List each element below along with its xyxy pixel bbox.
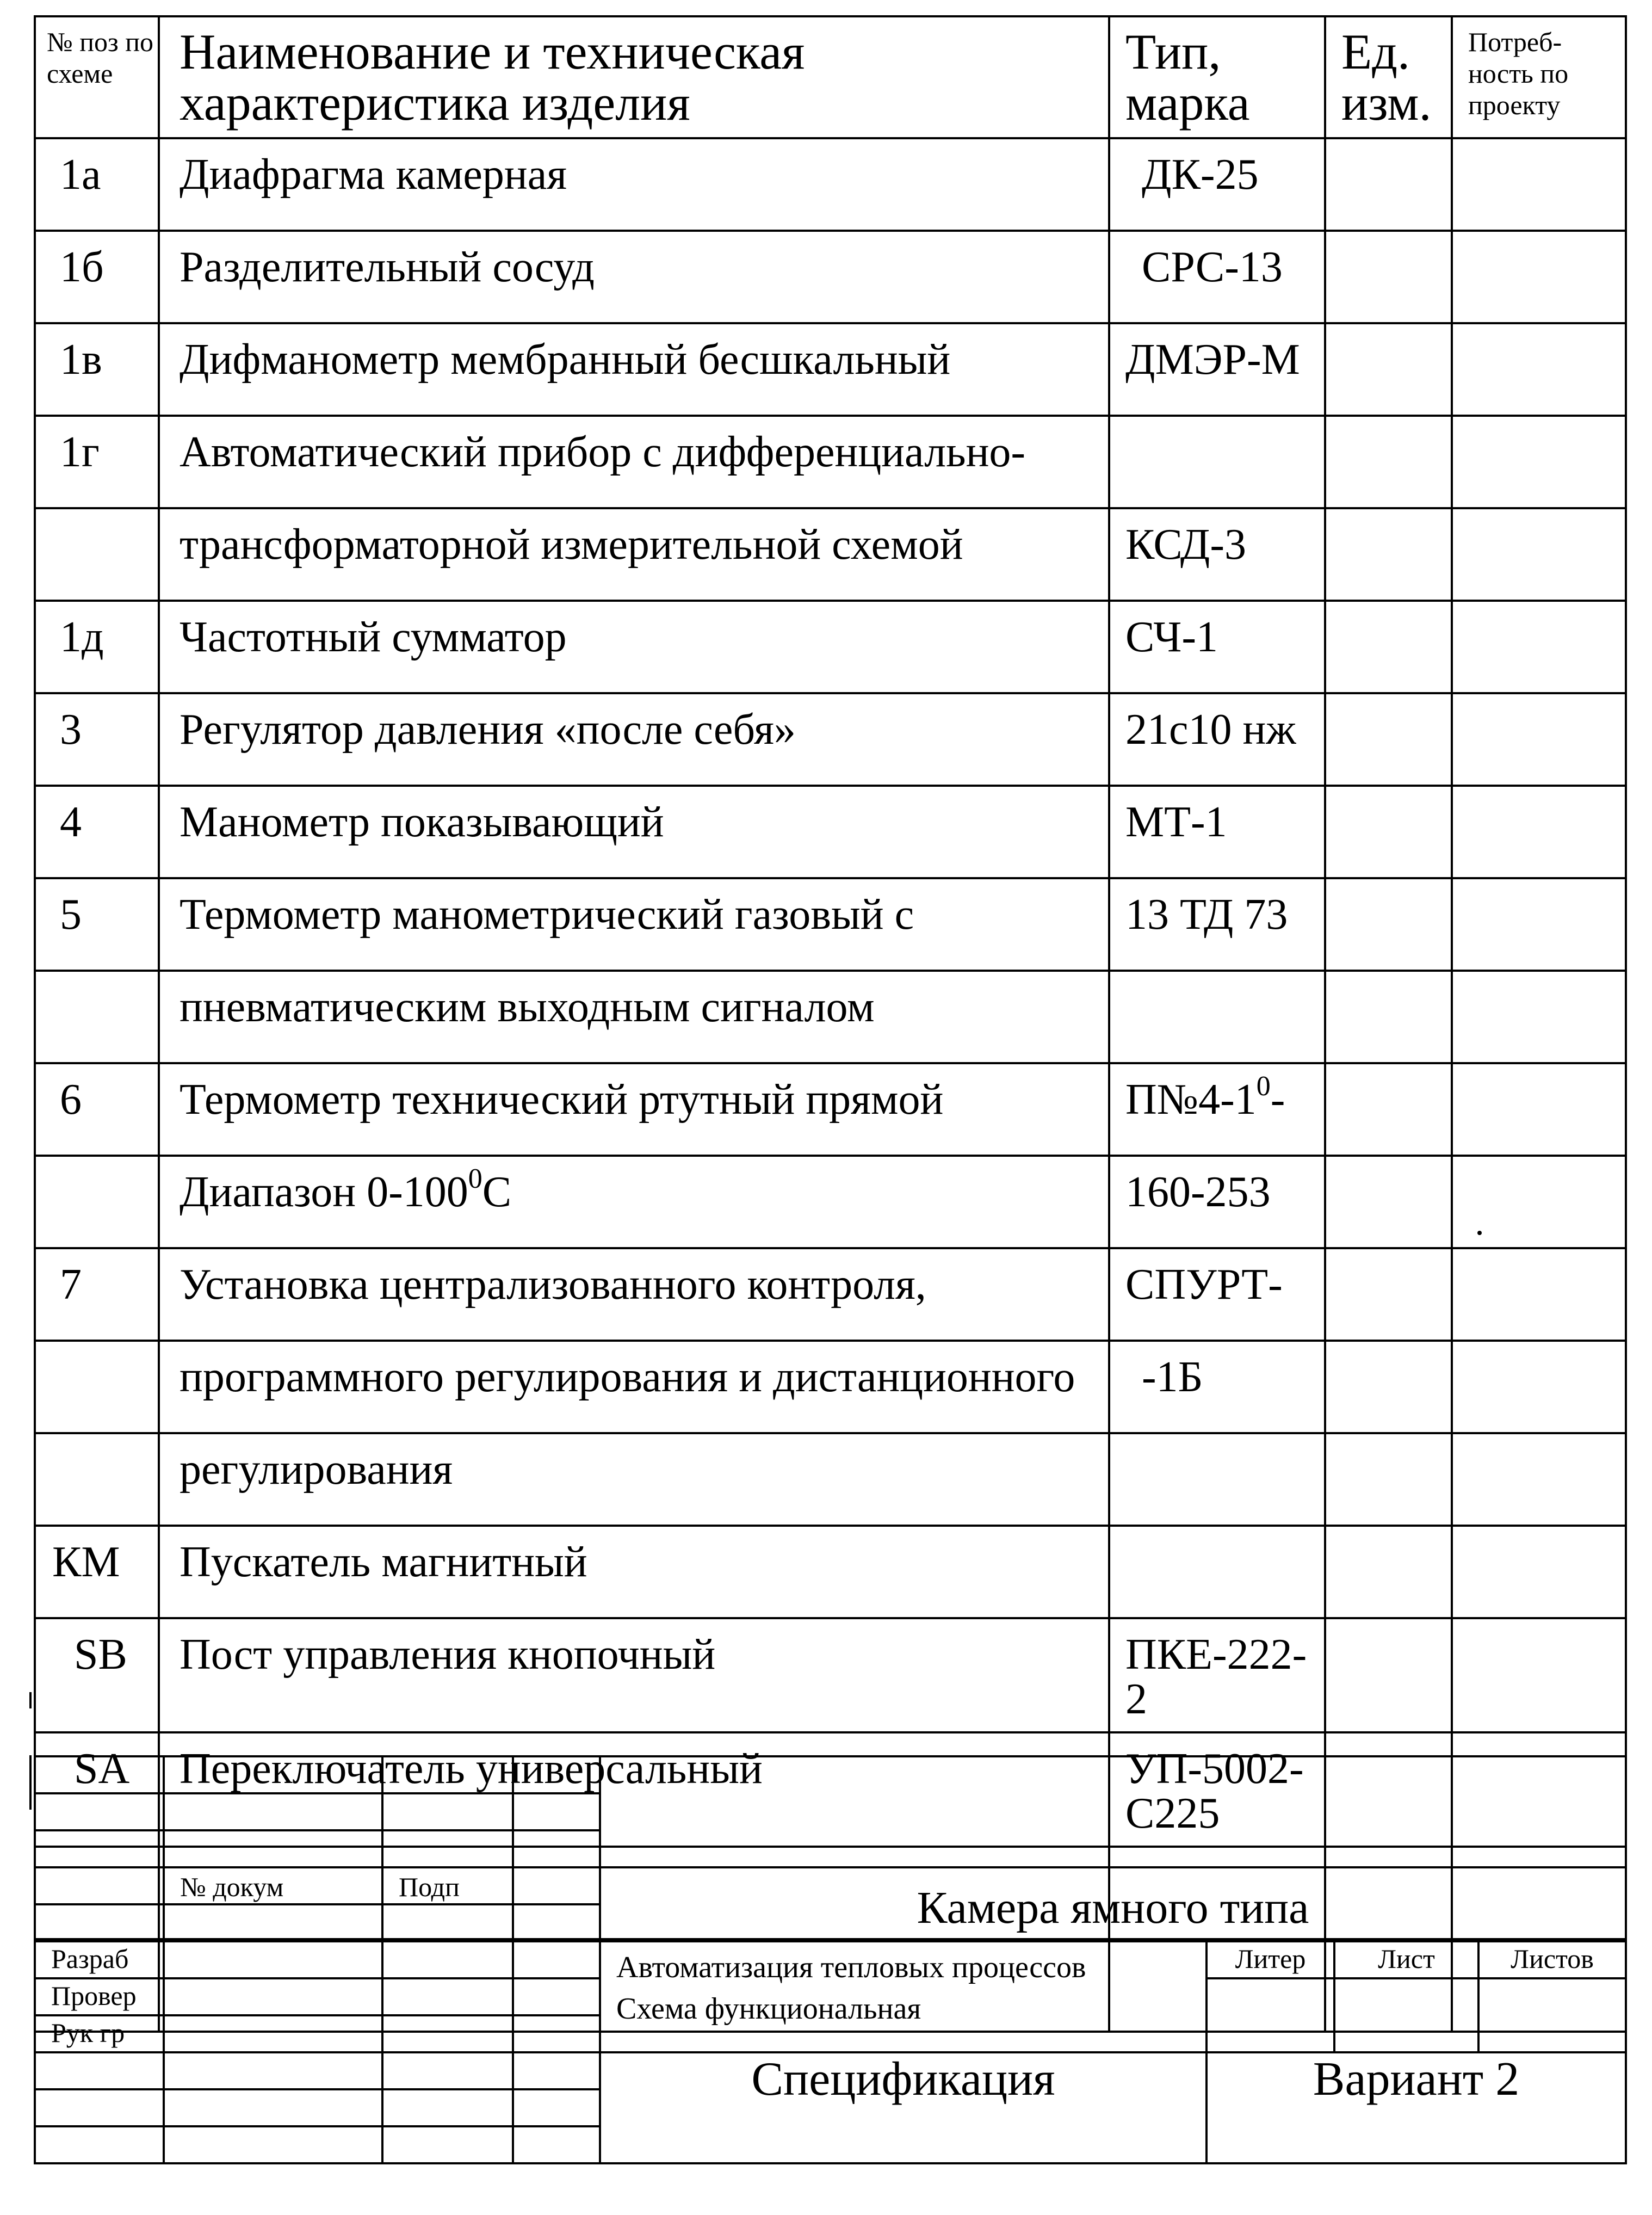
stamp-cell [513, 2126, 600, 2163]
table-row [35, 786, 1626, 878]
stamp-cell [513, 2052, 600, 2089]
stamp-cell [513, 1978, 600, 2015]
row-unit [1325, 138, 1452, 231]
stamp-cell [513, 1756, 600, 1793]
row-unit [1325, 231, 1452, 323]
row-pos: 3 [35, 693, 159, 786]
row-name: Автоматический прибор с дифференциально- [159, 416, 1109, 508]
row-type [1109, 1063, 1325, 1156]
developer-label: Разраб [35, 1941, 164, 1978]
name-base: Диапазон 0-100 [180, 1168, 468, 1216]
type-tail: - [1270, 1076, 1285, 1124]
table-row [35, 971, 1626, 1063]
subject-line-1: Автоматизация тепловых процессов [616, 1951, 1086, 1984]
row-type: 13 ТД 73 [1109, 878, 1325, 971]
row-unit [1325, 323, 1452, 416]
row-type: МТ-1 [1109, 786, 1325, 878]
row-pos [35, 1341, 159, 1433]
row-unit [1325, 1433, 1452, 1526]
stamp-cell [35, 2052, 164, 2089]
sheets-value [1478, 1978, 1626, 2052]
row-unit [1325, 1063, 1452, 1156]
stamp-cell [513, 2015, 600, 2052]
stamp-cell [382, 2126, 513, 2163]
stamp-cell [164, 1830, 382, 1867]
stamp-cell [164, 2089, 382, 2126]
document-subject [600, 1941, 1206, 2052]
document-name: Спецификация [600, 2052, 1206, 2163]
row-unit [1325, 1618, 1452, 1732]
stamp-blank [600, 1756, 1626, 1867]
row-pos: 5 [35, 878, 159, 971]
row-name: Диафрагма камерная [159, 138, 1109, 231]
row-name: трансформаторной измерительной схемой [159, 508, 1109, 601]
row-type [1109, 1526, 1325, 1618]
stamp-cell [382, 1941, 513, 1978]
stamp-cell [382, 2015, 513, 2052]
row-need [1452, 1248, 1626, 1341]
row-need [1452, 323, 1626, 416]
row-type: КСД-3 [1109, 508, 1325, 601]
row-name: пневматическим выходным сигналом [159, 971, 1109, 1063]
header-name: Наименование и техническая характеристика изделия [159, 16, 1109, 138]
row-pos [35, 1433, 159, 1526]
row-need [1452, 1433, 1626, 1526]
stray-dot [1477, 1231, 1482, 1235]
table-row [35, 231, 1626, 323]
header-pos: № поз по схеме [35, 16, 159, 138]
stamp-cell [164, 1793, 382, 1830]
row-pos [35, 508, 159, 601]
type-line-2: С225 [1125, 1790, 1220, 1837]
signature-label: Подп [382, 1867, 513, 1904]
row-name: Разделительный сосуд [159, 231, 1109, 323]
row-need [1452, 1526, 1626, 1618]
binding-edge-mark [29, 1692, 32, 1708]
header-type: Тип, марка [1109, 16, 1325, 138]
table-row [35, 323, 1626, 416]
row-need [1452, 601, 1626, 693]
table-row [35, 878, 1626, 971]
row-name: Термометр манометрический газовый с [159, 878, 1109, 971]
stamp-cell [382, 2089, 513, 2126]
row-need [1452, 138, 1626, 231]
type-line-2: 2 [1125, 1675, 1147, 1723]
row-pos: 1д [35, 601, 159, 693]
row-unit [1325, 1156, 1452, 1248]
row-name: программного регулирования и дистанционного [159, 1341, 1109, 1433]
row-name: Пускатель магнитный [159, 1526, 1109, 1618]
row-pos [35, 971, 159, 1063]
liter-label: Литер [1206, 1941, 1334, 1978]
table-row [35, 1156, 1626, 1248]
table-row [35, 138, 1626, 231]
specification-table [34, 15, 1627, 2033]
row-unit [1325, 508, 1452, 601]
stamp-cell [35, 2126, 164, 2163]
row-type: ДК-25 [1109, 138, 1325, 231]
stamp-cell [382, 1756, 513, 1793]
row-unit [1325, 693, 1452, 786]
row-type [1109, 416, 1325, 508]
header-unit: Ед. изм. [1325, 16, 1452, 138]
stamp-cell [35, 1904, 164, 1941]
stamp-cell [513, 1793, 600, 1830]
stamp-cell [513, 1867, 600, 1904]
row-unit [1325, 1341, 1452, 1433]
binding-edge-mark [29, 1755, 32, 1810]
stamp-cell [513, 1941, 600, 1978]
row-pos: 6 [35, 1063, 159, 1156]
stamp-cell [35, 1756, 164, 1793]
liter-value [1206, 1978, 1334, 2052]
row-type: СРС-13 [1109, 231, 1325, 323]
table-row [35, 1248, 1626, 1341]
checker-label: Провер [35, 1978, 164, 2015]
row-pos: SA [35, 1732, 159, 1847]
row-unit [1325, 1248, 1452, 1341]
row-type: СПУРТ- [1109, 1248, 1325, 1341]
row-type: 160-253 [1109, 1156, 1325, 1248]
stamp-cell [35, 2089, 164, 2126]
stamp-cell [164, 2126, 382, 2163]
row-name: Переключатель универсальный [159, 1732, 1109, 1847]
row-need [1452, 1341, 1626, 1433]
stamp-cell [382, 1793, 513, 1830]
row-type: -1Б [1109, 1341, 1325, 1433]
row-unit [1325, 416, 1452, 508]
row-need [1452, 1618, 1626, 1732]
row-need [1452, 786, 1626, 878]
row-type [1109, 1433, 1325, 1526]
row-need [1452, 508, 1626, 601]
stamp-cell [513, 1830, 600, 1867]
row-pos: 4 [35, 786, 159, 878]
doc-number-label: № докум [164, 1867, 382, 1904]
row-type: ДМЭР-М [1109, 323, 1325, 416]
stamp-cell [382, 1830, 513, 1867]
row-pos: 1в [35, 323, 159, 416]
table-row [35, 508, 1626, 601]
name-superscript: 0 [468, 1163, 482, 1194]
row-name: Регулятор давления «после себя» [159, 693, 1109, 786]
variant-label: Вариант 2 [1206, 2052, 1626, 2163]
stamp-cell [35, 1830, 164, 1867]
name-tail: С [482, 1168, 512, 1216]
row-name: регулирования [159, 1433, 1109, 1526]
stamp-cell [164, 1941, 382, 1978]
stamp-cell [164, 1756, 382, 1793]
row-name: Установка централизованного контроля, [159, 1248, 1109, 1341]
row-name: Пост управления кнопочный [159, 1618, 1109, 1732]
stamp-cell [382, 1978, 513, 2015]
stamp-cell [35, 1793, 164, 1830]
group-head-label: Рук гр [35, 2015, 164, 2052]
row-need [1452, 416, 1626, 508]
row-unit [1325, 1526, 1452, 1618]
stamp-cell [35, 1867, 164, 1904]
type-line-1: ПКЕ-222- [1125, 1631, 1307, 1679]
subject-line-2: Схема функциональная [616, 1992, 921, 2026]
table-row [35, 416, 1626, 508]
sheet-label: Лист [1334, 1941, 1478, 1978]
row-unit [1325, 601, 1452, 693]
row-unit [1325, 878, 1452, 971]
row-type: СЧ-1 [1109, 601, 1325, 693]
row-need [1452, 971, 1626, 1063]
stamp-cell [164, 1904, 382, 1941]
row-need [1452, 878, 1626, 971]
row-need [1452, 231, 1626, 323]
stamp-cell [513, 2089, 600, 2126]
title-block [34, 1755, 1627, 2164]
type-base: П№4-1 [1125, 1076, 1257, 1124]
row-pos: 7 [35, 1248, 159, 1341]
stamp-cell [164, 2052, 382, 2089]
table-row [35, 1526, 1626, 1618]
type-superscript: 0 [1256, 1071, 1271, 1102]
table-row [35, 1063, 1626, 1156]
project-title: Камера ямного типа [600, 1867, 1626, 1941]
row-need [1452, 1063, 1626, 1156]
row-name: Термометр технический ртутный прямой [159, 1063, 1109, 1156]
row-pos [35, 1156, 159, 1248]
row-name [159, 1156, 1109, 1248]
row-name: Дифманометр мембранный бесшкальный [159, 323, 1109, 416]
sheets-label: Листов [1478, 1941, 1626, 1978]
row-unit [1325, 971, 1452, 1063]
table-header [35, 16, 1626, 138]
stamp-cell [513, 1904, 600, 1941]
stamp-cell [164, 2015, 382, 2052]
row-pos: 1б [35, 231, 159, 323]
row-need [1452, 693, 1626, 786]
row-pos: 1г [35, 416, 159, 508]
row-pos: 1а [35, 138, 159, 231]
row-name: Манометр показывающий [159, 786, 1109, 878]
stamp-cell [382, 1904, 513, 1941]
row-type [1109, 971, 1325, 1063]
stamp-cell [382, 2052, 513, 2089]
stamp-cell [164, 1978, 382, 2015]
table-row [35, 1341, 1626, 1433]
table-row [35, 1618, 1626, 1732]
row-unit [1325, 786, 1452, 878]
table-row [35, 601, 1626, 693]
row-type: 21с10 нж [1109, 693, 1325, 786]
row-name: Частотный сумматор [159, 601, 1109, 693]
row-pos: SB [35, 1618, 159, 1732]
row-pos: КМ [35, 1526, 159, 1618]
table-row [35, 1433, 1626, 1526]
type-line-1: УП-5002- [1125, 1745, 1304, 1793]
row-type [1109, 1618, 1325, 1732]
header-need: Потреб-ность по проекту [1452, 16, 1626, 138]
sheet-value [1334, 1978, 1478, 2052]
table-row [35, 693, 1626, 786]
